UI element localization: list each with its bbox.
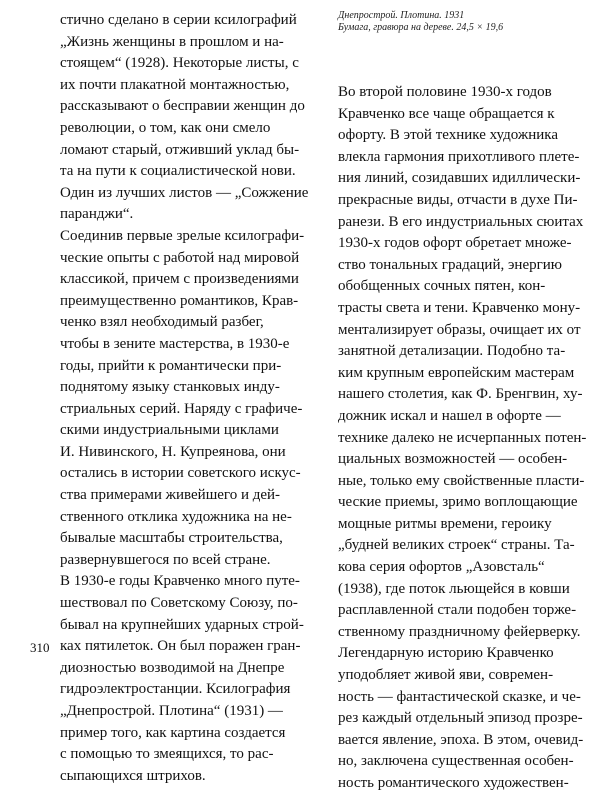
- caption-title: Днепрострой. Плотина. 1931: [338, 10, 465, 21]
- text-line: та на пути к социалистической нови.: [60, 163, 296, 180]
- text-line: ченко взял необходимый разбег,: [60, 314, 264, 331]
- text-line: Кравченко все чаще обращается к: [338, 105, 555, 122]
- text-line: офорту. В этой технике художника: [338, 127, 558, 144]
- text-line: годы, прийти к романтически при-: [60, 357, 282, 374]
- text-line: их почти плакатной монтажностью,: [60, 76, 290, 93]
- text-line: ломают старый, отживший уклад бы-: [60, 141, 300, 158]
- text-line: циальных возможностей — особен-: [338, 451, 568, 468]
- text-line: уподобляет живой яви, современ-: [338, 667, 554, 684]
- text-line: но, заключена существенная особен-: [338, 753, 574, 770]
- text-line: ках пятилеток. Он был поражен гран-: [60, 638, 301, 655]
- text-line: Один из лучших листов — „Сожжение: [60, 184, 309, 201]
- text-line: скими индустриальными циклами: [60, 422, 279, 439]
- text-line: развернувшегося по всей стране.: [60, 551, 271, 568]
- text-line: бывал на крупнейших ударных строй-: [60, 616, 304, 633]
- text-line: ния линий, созидавших идиллически-: [338, 170, 581, 187]
- text-line: обобщенных сочных пятен, кон-: [338, 278, 546, 295]
- text-line: ственному праздничному фейерверку.: [338, 623, 581, 640]
- text-line: Соединив первые зрелые ксилографи-: [60, 227, 305, 244]
- text-line: ческие опыты с работой над мировой: [60, 249, 300, 266]
- illustration-caption: [338, 10, 586, 34]
- text-line: В 1930-е годы Кравченко много путе-: [60, 573, 300, 590]
- text-line: И. Нивинского, Н. Купреянова, они: [60, 443, 286, 460]
- text-line: рез каждый отдельный эпизод прозре-: [338, 710, 583, 727]
- text-line: шествовал по Советскому Союзу, по-: [60, 595, 298, 612]
- left-text-block: [60, 10, 324, 787]
- text-line: кова серия офортов „Азовсталь“: [338, 559, 545, 576]
- right-text-block: [338, 82, 586, 795]
- text-line: гидроэлектростанции. Ксилография: [60, 681, 291, 698]
- text-line: 1930-х годов офорт обретает множе-: [338, 235, 572, 252]
- text-line: преимущественно романтиков, Крав-: [60, 292, 299, 309]
- text-line: трасты света и тени. Кравченко мону-: [338, 299, 581, 316]
- text-line: Легендарную историю Кравченко: [338, 645, 554, 662]
- text-line: чтобы в зените мастерства, в 1930-е: [60, 335, 290, 352]
- text-line: рассказывают о бесправии женщин до: [60, 98, 305, 115]
- text-line: стриальных серий. Наряду с графиче-: [60, 400, 303, 417]
- text-line: ческие приемы, зримо воплощающие: [338, 494, 578, 511]
- right-column: [338, 10, 586, 795]
- text-line: стоящем“ (1928). Некоторые листы, с: [60, 55, 299, 72]
- text-line: ства примерами живейшего и дей-: [60, 487, 281, 504]
- text-line: „будней великих строек“ страны. Та-: [338, 537, 575, 554]
- text-line: бывалые масштабы строительства,: [60, 530, 283, 547]
- text-line: технике далеко не исчерпанных потен-: [338, 429, 586, 446]
- text-line: расплавленной стали подобен торже-: [338, 602, 577, 619]
- text-line: классикой, причем с произведениями: [60, 271, 299, 288]
- text-line: вается явление, эпоха. В этом, очевид-: [338, 731, 584, 748]
- text-line: ные, только ему свойственные пласти-: [338, 472, 585, 489]
- page-number: 310: [30, 640, 50, 655]
- text-line: с помощью то змеящихся, то рас-: [60, 746, 274, 763]
- text-line: „Днепрострой. Плотина“ (1931) —: [60, 703, 283, 719]
- text-line: стично сделано в серии ксилографий: [60, 12, 297, 28]
- text-line: „Жизнь женщины в прошлом и на-: [60, 33, 284, 50]
- text-line: мощные ритмы времени, героику: [338, 515, 552, 532]
- text-line: прекрасные виды, отчасти в духе Пи-: [338, 191, 578, 208]
- text-line: поднятому языку станковых инду-: [60, 379, 280, 396]
- text-line: занятной детализации. Подобно та-: [338, 343, 566, 360]
- text-line: ность романтического художествен-: [338, 775, 569, 791]
- text-line: (1938), где поток льющейся в ковши: [338, 580, 570, 597]
- text-line: Во второй половине 1930-х годов: [338, 84, 552, 100]
- text-line: ким крупным европейским мастерам: [338, 364, 575, 381]
- text-line: ство тональных градаций, энергию: [338, 256, 562, 273]
- text-line: пример того, как картина создается: [60, 724, 286, 741]
- text-line: остались в истории советского искус-: [60, 465, 301, 482]
- text-line: нашего столетия, как Ф. Бренгвин, ху-: [338, 386, 583, 403]
- text-line: ранези. В его индустриальных сюитах: [338, 213, 584, 230]
- text-line: ственного отклика художника на не-: [60, 508, 292, 525]
- text-line: сыпающихся штрихов.: [60, 767, 206, 784]
- text-line: влекла гармония прихотливого плете-: [338, 148, 580, 165]
- text-line: паранджи“.: [60, 206, 134, 223]
- text-line: ментализирует образы, очищает их от: [338, 321, 581, 338]
- text-line: ность — фантастической сказке, и че-: [338, 688, 581, 705]
- text-line: дожник искал и нашел в офорте —: [338, 407, 561, 424]
- text-line: диозностью возводимой на Днепре: [60, 659, 285, 676]
- left-column: [60, 10, 324, 787]
- text-line: революции, о том, как они смело: [60, 119, 271, 136]
- caption-medium: Бумага, гравюра на дереве. 24,5 × 19,6: [338, 22, 504, 33]
